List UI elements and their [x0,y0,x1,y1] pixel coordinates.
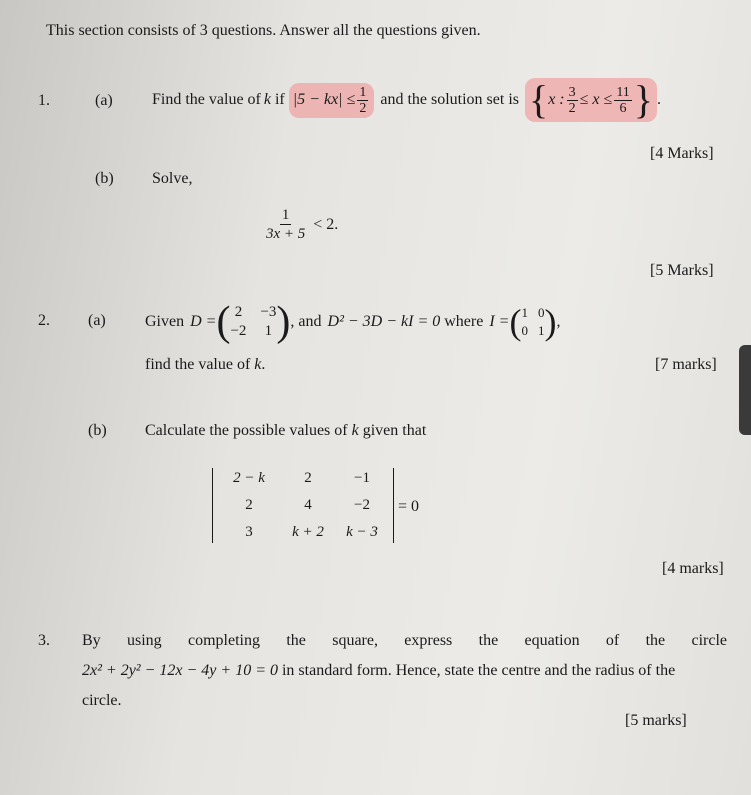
q2b-det-31: 3 [245,524,253,540]
q1a-hi-num: 11 [616,84,630,100]
q1a-left-brace: { [529,77,549,122]
q2a-equation: D² − 3D − kI = 0 [327,313,441,330]
q3-marks: [5 marks] [625,712,687,729]
q1a-abs-expr: |5 − kx| ≤ [292,91,356,108]
q1a-period: . [657,91,661,108]
q2a-label: (a) [88,312,106,329]
q1a-lo-fraction [567,85,578,116]
q2b-det-32: k + 2 [292,524,324,540]
q1b-text: Solve, [152,170,193,187]
q1a-text-before: Find the value of [152,91,261,108]
q2a-D-21: −2 [230,323,247,339]
q1a-text-mid: and the solution set is [380,91,519,108]
q2b-label: (b) [88,422,107,439]
q2a-matrix-D [230,304,276,340]
q1a-question [152,77,661,122]
q2a-D-eq: D = [190,313,217,330]
q2a-matrix-I [521,305,544,339]
q2b-determinant [212,468,394,543]
q1b-frac-den: 3x + 5 [266,226,306,242]
q2b-text-after: given that [362,422,427,439]
q1b-inequality [262,206,338,243]
q1a-highlight-inequality [289,83,375,118]
q1a-if: if [274,91,285,108]
q1a-var-k: k [263,91,271,108]
q2a-D-11: 2 [234,304,243,320]
q3-number: 3. [38,632,50,649]
q2a-I-21: 0 [521,323,528,338]
q2a-where: where [444,313,484,330]
q1a-set-mid: ≤ x ≤ [579,91,613,108]
q2a-D-left-paren: ( [216,299,231,345]
q2a-I-11: 1 [521,305,528,320]
q1b-frac-num: 1 [281,207,290,223]
q2a-I-12: 0 [537,305,545,320]
q2b-det-33: k − 3 [346,524,378,540]
q3-line2-after: in standard form. Hence, state the centre and the radius of the [281,662,676,679]
q1a-marks: [4 Marks] [650,145,714,162]
q2a-D-12: −3 [260,304,277,320]
q1a-hi-den: 6 [619,100,627,116]
section-instruction: This section consists of 3 questions. Answer all the questions given. [46,22,481,39]
q3-line1: By using completing the square, express the equation of the circle [82,632,727,649]
q2a-and: , and [290,313,322,330]
q2b-eq-zero: = 0 [398,498,420,515]
q1b-fraction [264,206,307,243]
q2a-find-text: find the value of [145,356,251,373]
q1a-half-den: 2 [359,100,367,116]
q2b-marks: [4 marks] [662,560,724,577]
q2a-comma: , [556,313,561,330]
q2a-I-22: 1 [537,323,545,338]
q2a-find-var: k [254,356,262,373]
q2a-I-right-paren: ) [544,302,557,342]
q2b-var-k: k [351,422,359,439]
q3-line2 [82,662,675,680]
q1a-hi-fraction [614,85,631,116]
q1a-half-fraction [357,85,368,116]
q2a-D-right-paren: ) [276,299,291,345]
q2b-det-12: 2 [304,470,312,486]
q1a-lo-num: 3 [568,84,576,100]
q2-number: 2. [38,312,50,329]
q2a-question [145,296,560,348]
q2a-find [145,356,265,374]
q3-equation: 2x² + 2y² − 12x − 4y + 10 = 0 [82,662,278,679]
q2b-det-22: 4 [304,497,312,513]
q2b-det-21: 2 [245,497,253,513]
q1a-label: (a) [95,92,113,109]
q1-number: 1. [38,92,50,109]
q1b-label: (b) [95,170,114,187]
q1b-ineq: < 2. [313,215,339,233]
q1a-right-brace: } [633,77,653,122]
q2b-text-before: Calculate the possible values of [145,422,348,439]
q2b-det-11: 2 − k [233,470,265,486]
page-edge-shadow [739,345,751,435]
q2b-det-23: −2 [354,497,370,513]
q3-line3: circle. [82,692,122,709]
q2a-find-period: . [261,356,266,373]
q2b-question [145,422,426,440]
q2a-I-left-paren: ( [509,302,522,342]
q2b-det-13: −1 [354,470,370,486]
q2a-marks: [7 marks] [655,356,717,373]
q2a-given: Given [145,313,185,330]
q2a-I-eq: I = [489,313,510,330]
q1a-highlight-set [525,78,657,122]
q2a-D-22: 1 [264,323,273,339]
q1a-lo-den: 2 [568,100,576,116]
q1a-half-num: 1 [359,84,367,100]
q1b-marks: [5 Marks] [650,262,714,279]
q1a-set-prefix: x : [548,91,565,108]
